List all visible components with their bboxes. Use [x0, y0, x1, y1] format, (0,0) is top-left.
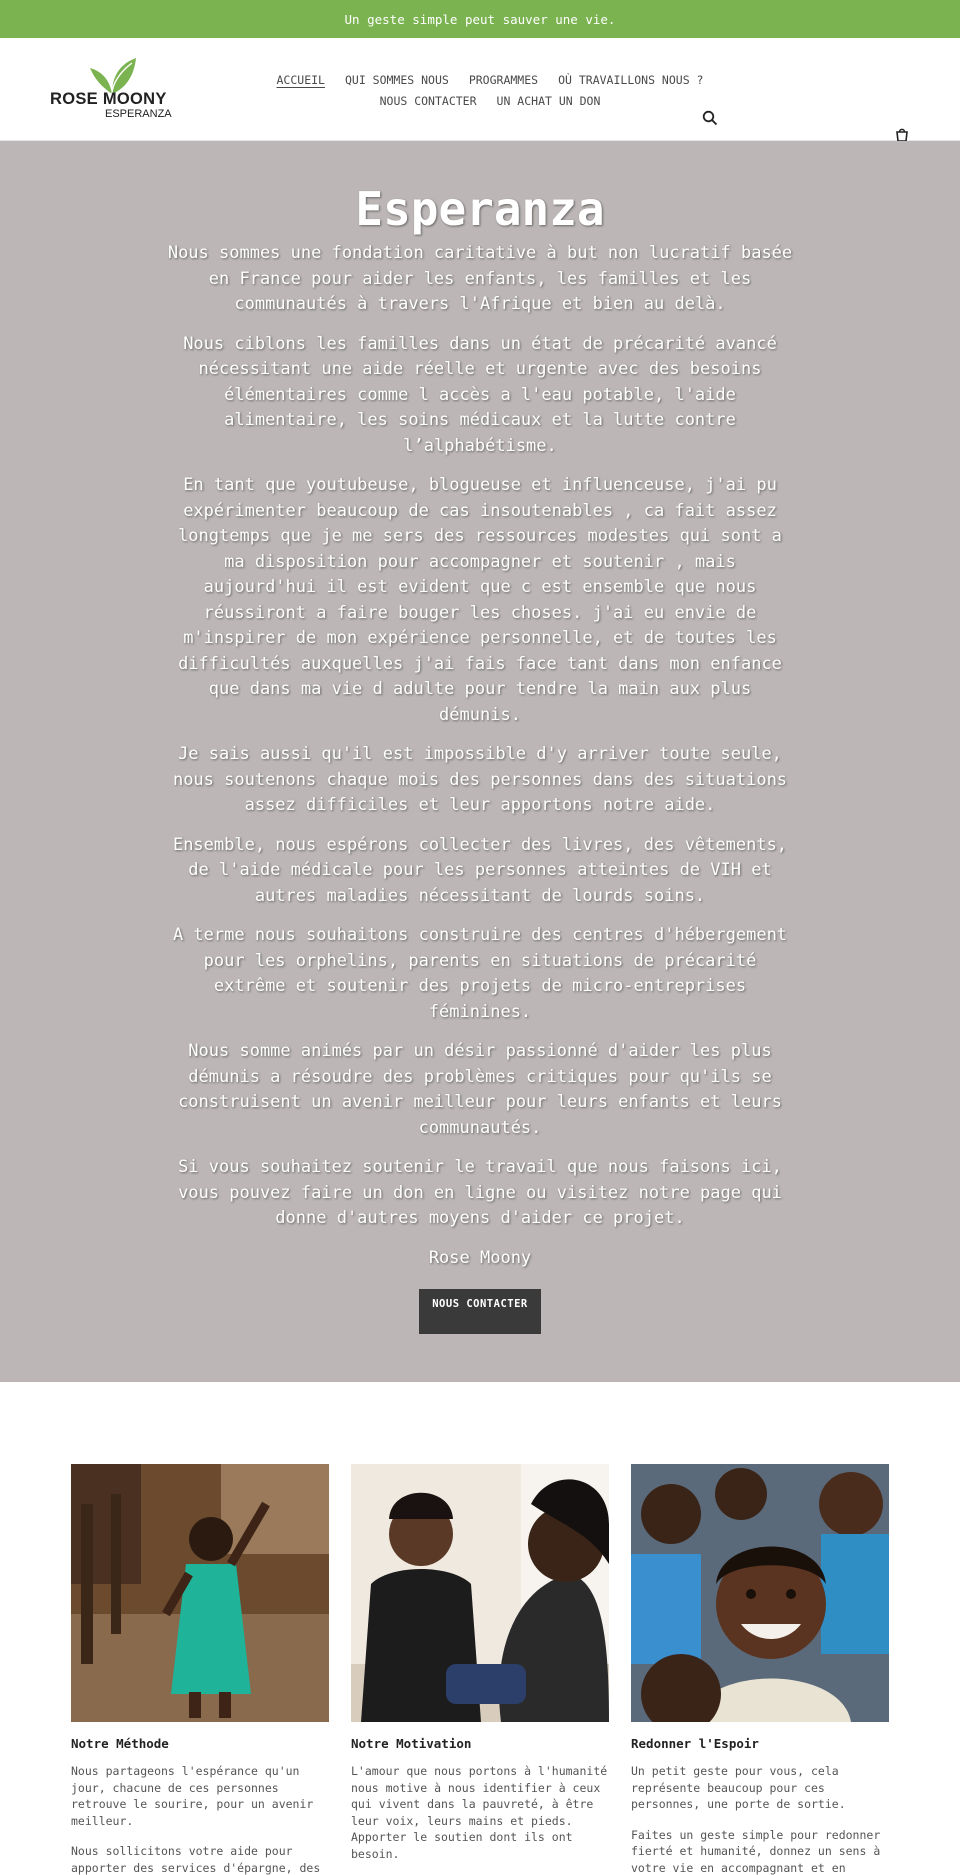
nav-row-1 [255, 70, 725, 91]
nav-item-accueil[interactable]: ACCUEIL [276, 73, 325, 87]
feature-photo-dancing-girl [71, 1464, 329, 1722]
nav-item-un-achat-un-don[interactable]: UN ACHAT UN DON [496, 94, 601, 108]
search-icon[interactable] [702, 110, 718, 126]
hero-title: Esperanza [355, 182, 605, 236]
main-nav [255, 70, 725, 112]
feature-text: Nous partageons l'espérance qu'un jour, chacune de ces personnes retrouve le sourire, pour un avenir meilleur. [71, 1764, 314, 1828]
feature-photo-smiling-children [631, 1464, 889, 1722]
hero-paragraph: Ensemble, nous espérons collecter des livres, des vêtements, de l'aide médicale pour les personnes atteintes de VIH et autres maladies nécessitant de lourds soins. [172, 834, 788, 906]
hero-section [0, 141, 960, 1382]
features-section [0, 1382, 960, 1875]
announcement-bar [0, 0, 960, 38]
nav-row-2 [255, 91, 725, 112]
hero-paragraph: Nous somme animés par un désir passionné d'aider les plus démunis a résoudre des problèmes critiques pour qu'ils se construisent un avenir meilleur pour leurs enfants et leurs communautés. [178, 1041, 782, 1138]
feature-text: Un petit geste pour vous, cela représente beaucoup pour ces personnes, une porte de sortie. [631, 1764, 846, 1811]
hero-paragraph: En tant que youtubeuse, blogueuse et influenceuse, j'ai pu expérimenter beaucoup de cas insoutenables , ca fait assez longtemps que je me sers des ressources modestes qui sont a ma disposition pour accompagner et soutenir , mais aujourd'hui il est evident que c est ensemble que nous réussiront a faire bouger les choses. j'ai eu envie de m'inspirer de mon expérience personnelle, et de toutes les difficultés auxquelles j'ai fais face tant dans mon enfance que dans ma vie d adulte pour tendre la main aux plus démunis. [178, 475, 782, 725]
hero-content [165, 181, 795, 1334]
hero-signature: Rose Moony [428, 1247, 532, 1268]
leaf-icon [86, 54, 138, 94]
announcement-text: Un geste simple peut sauver une vie. [344, 11, 616, 27]
hero-paragraph: Nous ciblons les familles dans un état de précarité avancé nécessitant une aide réelle et urgente avec des besoins élémentaires comme l accès a l'eau potable, l'aide alimentaire, les soins médicaux et la lutte contre l’alphabétisme. [183, 333, 777, 456]
hero-paragraph: Nous sommes une fondation caritative à but non lucratif basée en France pour aider les enfants, les familles et les communautés à travers l'Afrique et bien au delà. [167, 243, 793, 314]
feature-title: Notre Motivation [351, 1736, 472, 1751]
feature-card-methode [71, 1464, 329, 1875]
feature-title: Notre Méthode [71, 1736, 169, 1751]
contact-button[interactable]: NOUS CONTACTER [419, 1289, 541, 1334]
hero-paragraph: Je sais aussi qu'il est impossible d'y arriver toute seule, nous soutenons chaque mois des personnes dans des situations assez difficiles et leur apportons notre aide. [172, 744, 788, 815]
feature-text: Faites un geste simple pour redonner fierté et humanité, donnez un sens à votre vie en accompagnant et en [631, 1827, 881, 1875]
logo-text-primary: ROSE MOONY [50, 90, 167, 108]
feature-photo-nurse [351, 1464, 609, 1722]
logo-text-secondary: ESPERANZA [105, 108, 172, 120]
nav-item-nous-contacter[interactable]: NOUS CONTACTER [379, 94, 477, 108]
nav-item-ou-travaillons-nous[interactable]: OÙ TRAVAILLONS NOUS ? [558, 73, 704, 87]
nav-item-programmes[interactable]: PROGRAMMES [468, 73, 539, 87]
feature-title: Redonner l'Espoir [631, 1736, 759, 1751]
hero-paragraph: Si vous souhaitez soutenir le travail que nous faisons ici, vous pouvez faire un don en ligne ou visitez notre page qui donne d'autres moyens d'aider ce projet. [178, 1157, 782, 1228]
feature-card-espoir [631, 1464, 889, 1875]
nav-item-qui-sommes-nous[interactable]: QUI SOMMES NOUS [344, 73, 449, 87]
feature-text: L'amour que nous portons à l'humanité nous motive à nous identifier à ceux qui vivent dans la pauvreté, à être leur voix, leurs mains et pieds. Apporter le soutien dont ils ont besoin. [351, 1764, 608, 1861]
feature-card-motivation [351, 1464, 609, 1875]
feature-text: Nous sollicitons votre aide pour apporter des services d'épargne, des [71, 1844, 321, 1875]
site-header [0, 38, 960, 141]
hero-paragraph: A terme nous souhaitons construire des centres d'hébergement pour les orphelins, parents en situations de précarité extrême et soutenir des projets de micro-entreprises féminines. [172, 925, 788, 1022]
logo[interactable] [50, 54, 180, 126]
